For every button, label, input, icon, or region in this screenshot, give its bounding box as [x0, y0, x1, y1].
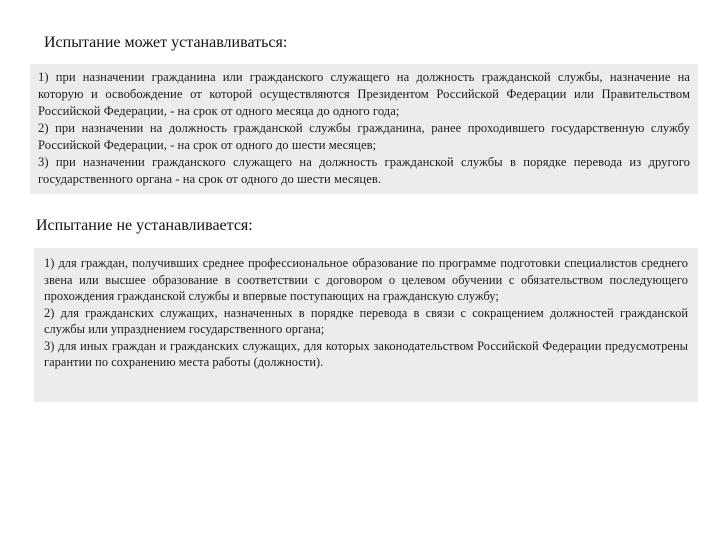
- probation-case-3: 3) при назначении гражданского служащего на должность гражданской службы в порядке перевода из другого государственного органа - на срок от одного до шести месяцев.: [38, 155, 690, 186]
- no-probation-case-3: 3) для иных граждан и гражданских служащих, для которых законодательством Российской Федерации предусмотрены гарантии по сохранению места работы (должности).: [44, 338, 688, 369]
- probation-case-2: 2) при назначении на должность гражданской службы гражданина, ранее проходившего государственную службу Российской Федерации, - на срок от одного до шести месяцев;: [38, 121, 690, 152]
- no-probation-heading: Испытание не устанавливается:: [36, 217, 253, 234]
- no-probation-case-1: 1) для граждан, получивших среднее профессиональное образование по программе подготовки специалистов среднего звена или высшее образование в соответствии с договором о целевом обучении с обязательством последующего прохождения гражданской службы и впервые поступающих на гражданскую службу;: [44, 256, 688, 303]
- probation-heading: Испытание может устанавливаться:: [44, 34, 288, 51]
- probation-case-1: 1) при назначении гражданина или гражданского служащего на должность гражданской службы, назначение на которую и освобождение от которой осуществляются Президентом Российской Федерации или Правительством Российской Федерации, - на срок от одного месяца до одного года;: [38, 70, 690, 118]
- no-probation-case-2: 2) для гражданских служащих, назначенных в порядке перевода в связи с сокращением должностей гражданской службы или упразднением государственного органа;: [44, 305, 688, 336]
- probation-cases-panel: [30, 64, 698, 194]
- no-probation-cases-panel: [34, 248, 698, 402]
